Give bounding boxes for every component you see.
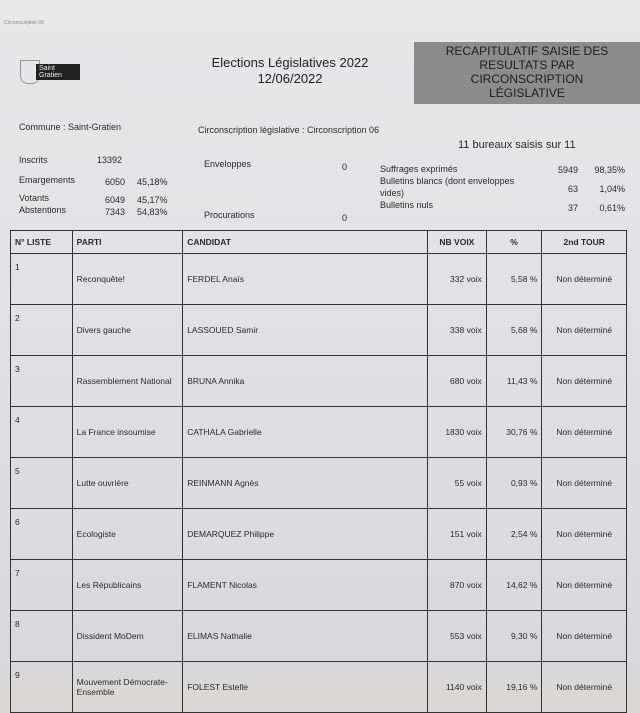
candidate-cell: CATHALA Gabrielle — [183, 407, 428, 458]
stat-label: Emargements — [19, 175, 76, 185]
stat-label: Bulletins nuls — [380, 200, 434, 210]
second-round-cell: Non déterminé — [542, 662, 627, 713]
header-num: N° LISTE — [11, 231, 73, 254]
recap-box — [414, 42, 640, 104]
second-round-cell: Non déterminé — [542, 356, 627, 407]
header-parti: PARTI — [72, 231, 183, 254]
list-number-cell: 1 — [11, 254, 73, 305]
table-row — [11, 611, 627, 662]
recap-line: RESULTATS PAR — [479, 58, 575, 72]
corner-text: Circonscription 06 — [4, 20, 45, 26]
candidate-cell: REINMANN Agnès — [183, 458, 428, 509]
commune-label: Commune : Saint-Gratien — [19, 122, 122, 132]
stat-label: Procurations — [204, 210, 255, 220]
candidate-cell: DEMARQUEZ Philippe — [183, 509, 428, 560]
stat-value: 6050 — [104, 177, 125, 187]
title-text: Elections Législatives 2022 — [211, 55, 369, 70]
percent-cell: 30,76 % — [486, 407, 542, 458]
party-cell: Divers gauche — [72, 305, 183, 356]
votes-cell: 553 voix — [428, 611, 487, 662]
second-round-cell: Non déterminé — [542, 305, 627, 356]
stat-label: Bulletins blancs (dont enveloppes — [380, 176, 515, 186]
table-row — [11, 458, 627, 509]
table-row — [11, 305, 627, 356]
results-table — [10, 230, 627, 713]
percent-cell: 11,43 % — [486, 356, 542, 407]
second-round-cell: Non déterminé — [542, 458, 627, 509]
second-round-cell: Non déterminé — [542, 407, 627, 458]
stat-pct: 1,04% — [599, 184, 625, 194]
stat-value: 37 — [567, 203, 578, 213]
candidate-cell: FOLEST Estelle — [183, 662, 428, 713]
stat-label: Votants — [19, 193, 50, 203]
town-logo — [20, 60, 80, 90]
stat-label: Inscrits — [19, 155, 48, 165]
percent-cell: 5,68 % — [486, 305, 542, 356]
table-row — [11, 509, 627, 560]
stat-pct: 98,35% — [594, 165, 625, 175]
candidate-cell: FERDEL Anaïs — [183, 254, 428, 305]
bureaux-count: 11 bureaux saisis sur 11 — [458, 139, 576, 151]
votes-cell: 680 voix — [428, 356, 487, 407]
stat-value: 7343 — [104, 207, 125, 217]
logo-text: Saint Gratien — [36, 64, 80, 80]
list-number-cell: 3 — [11, 356, 73, 407]
votes-cell: 1830 voix — [428, 407, 487, 458]
party-cell: Dissident MoDem — [72, 611, 183, 662]
stat-label: vides) — [380, 188, 405, 198]
table-header-row — [11, 231, 627, 254]
stat-pct: 45,17% — [137, 195, 168, 205]
percent-cell: 9,30 % — [486, 611, 542, 662]
stat-value: 0 — [342, 213, 348, 223]
second-round-cell: Non déterminé — [542, 611, 627, 662]
party-cell: Ecologiste — [72, 509, 183, 560]
percent-cell: 14,62 % — [486, 560, 542, 611]
list-number-cell: 4 — [11, 407, 73, 458]
stat-value: 13392 — [97, 155, 123, 165]
votes-cell: 338 voix — [428, 305, 487, 356]
stat-label: Abstentions — [19, 205, 67, 215]
stat-pct: 45,18% — [137, 177, 168, 187]
list-number-cell: 5 — [11, 458, 73, 509]
table-row — [11, 560, 627, 611]
date-text: 12/06/2022 — [257, 71, 323, 86]
votes-cell: 870 voix — [428, 560, 487, 611]
candidate-cell: LASSOUED Samir — [183, 305, 428, 356]
stat-value: 63 — [567, 184, 578, 194]
party-cell: La France insoumise — [72, 407, 183, 458]
percent-cell: 19,16 % — [486, 662, 542, 713]
list-number-cell: 6 — [11, 509, 73, 560]
second-round-cell: Non déterminé — [542, 254, 627, 305]
stat-value: 0 — [342, 162, 348, 172]
recap-line: LÉGISLATIVE — [489, 86, 565, 100]
stat-label: Suffrages exprimés — [380, 164, 458, 174]
candidate-cell: FLAMENT Nicolas — [183, 560, 428, 611]
header-pct: % — [486, 231, 542, 254]
table-row — [11, 407, 627, 458]
votes-cell: 55 voix — [428, 458, 487, 509]
recap-line: RECAPITULATIF SAISIE DES — [445, 44, 609, 58]
votes-cell: 151 voix — [428, 509, 487, 560]
stat-pct: 54,83% — [137, 207, 168, 217]
circonscription-label: Circonscription législative : Circonscription 06 — [198, 125, 380, 135]
list-number-cell: 8 — [11, 611, 73, 662]
list-number-cell: 9 — [11, 662, 73, 713]
header-voix: NB VOIX — [428, 231, 487, 254]
document-title — [200, 55, 380, 87]
table-row — [11, 662, 627, 713]
header-candidat: CANDIDAT — [183, 231, 428, 254]
percent-cell: 2,54 % — [486, 509, 542, 560]
header-tour: 2nd TOUR — [542, 231, 627, 254]
second-round-cell: Non déterminé — [542, 509, 627, 560]
party-cell: Reconquête! — [72, 254, 183, 305]
recap-line: CIRCONSCRIPTION — [470, 72, 584, 86]
votes-cell: 1140 voix — [428, 662, 487, 713]
table-row — [11, 254, 627, 305]
party-cell: Mouvement Démocrate-Ensemble — [72, 662, 183, 713]
table-row — [11, 356, 627, 407]
percent-cell: 5,58 % — [486, 254, 542, 305]
second-round-cell: Non déterminé — [542, 560, 627, 611]
candidate-cell: ELIMAS Nathalie — [183, 611, 428, 662]
party-cell: Rassemblement National — [72, 356, 183, 407]
party-cell: Lutte ouvrière — [72, 458, 183, 509]
stat-value: 5949 — [557, 165, 578, 175]
percent-cell: 0,93 % — [486, 458, 542, 509]
list-number-cell: 7 — [11, 560, 73, 611]
candidate-cell: BRUNA Annika — [183, 356, 428, 407]
stat-label: Enveloppes — [204, 159, 252, 169]
votes-cell: 332 voix — [428, 254, 487, 305]
stat-pct: 0,61% — [599, 203, 625, 213]
list-number-cell: 2 — [11, 305, 73, 356]
stat-value: 6049 — [104, 195, 125, 205]
party-cell: Les Républicains — [72, 560, 183, 611]
